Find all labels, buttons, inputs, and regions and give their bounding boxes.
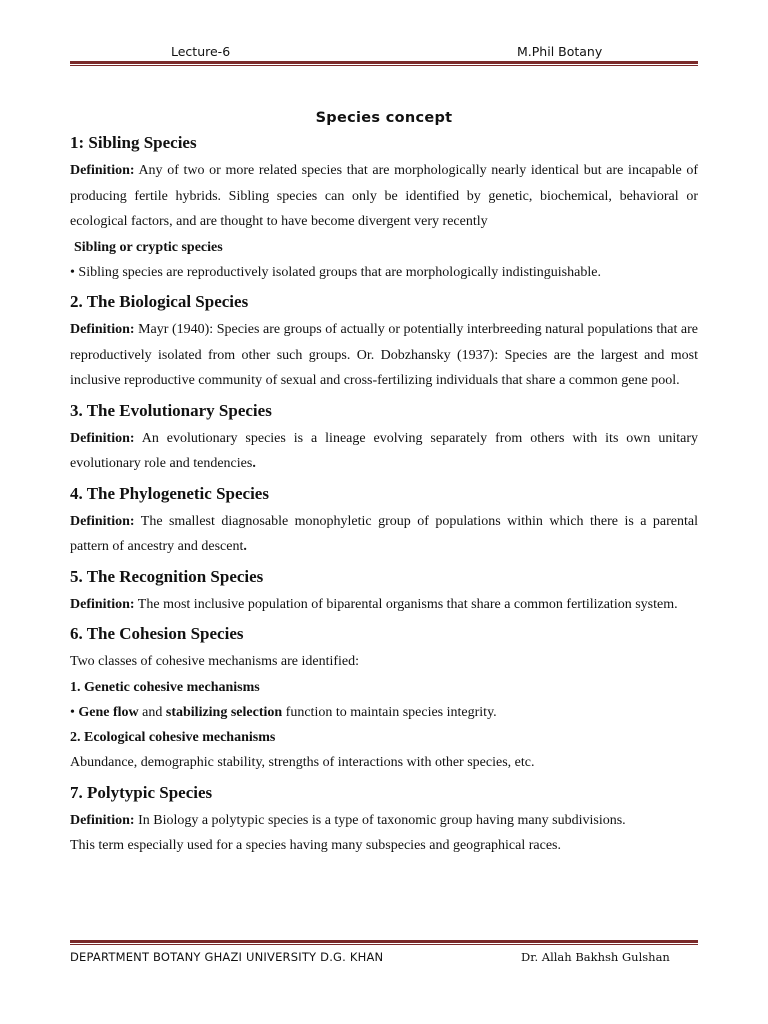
section-heading-biological: 2. The Biological Species — [70, 292, 249, 311]
subheading-genetic: 1. Genetic cohesive mechanisms — [70, 679, 260, 695]
section-heading-sibling: 1: Sibling Species — [70, 133, 197, 152]
section-heading-recognition: 5. The Recognition Species — [70, 566, 264, 586]
definition-polytypic-cont: This term especially used for a species having many subspecies and geographical races. — [70, 838, 561, 853]
footer-author: Dr. Allah Bakhsh Gulshan — [521, 950, 670, 964]
definition-label: Definition: — [70, 430, 135, 446]
definition-phylogenetic: Definition: The smallest diagnosable monophyletic group of populations within which there is a parental pattern of ancestry and descent. — [70, 513, 698, 554]
definition-label: Definition: — [70, 322, 135, 337]
header-lecture: Lecture-6 — [171, 44, 231, 59]
bullet-sibling: • Sibling species are reproductively isolated groups that are morphologically indistinguishable. — [70, 264, 601, 280]
section-heading-polytypic: 7. Polytypic Species — [70, 782, 213, 802]
header-course: M.Phil Botany — [517, 44, 603, 59]
page-header — [0, 42, 768, 62]
definition-polytypic: Definition: In Biology a polytypic species is a type of taxonomic group having many subdivisions. — [70, 812, 626, 828]
subheading-cryptic: Sibling or cryptic species — [74, 239, 223, 255]
page-footer — [70, 950, 698, 966]
definition-evolutionary: Definition: An evolutionary species is a lineage evolving separately from others with its own unitary evolutionary role and tendencies. — [70, 430, 698, 471]
definition-label: Definition: — [70, 812, 135, 828]
document-body — [70, 110, 698, 859]
document-title: Species concept — [315, 110, 453, 126]
section-heading-cohesion: 6. The Cohesion Species — [70, 624, 244, 643]
definition-label: Definition: — [70, 163, 135, 178]
definition-label: Definition: — [70, 596, 135, 612]
bullet-gene-flow: • Gene flow and stabilizing selection function to maintain species integrity. — [70, 704, 497, 720]
definition-biological: Definition: Mayr (1940): Species are groups of actually or potentially interbreeding natural populations that are reproductively isolated from other such groups. Or. Dobzhansky (1937): Species are the largest and most inclusive reproductive community of sexual and cross-fertilizing individuals that share a common gene pool. — [70, 322, 698, 388]
definition-recognition: Definition: The most inclusive population of biparental organisms that share a common fertilization system. — [70, 596, 678, 612]
footer-rule — [70, 940, 698, 945]
section-heading-phylogenetic: 4. The Phylogenetic Species — [70, 483, 269, 503]
header-rule — [70, 61, 698, 66]
ecological-text: Abundance, demographic stability, strengths of interactions with other species, etc. — [70, 755, 535, 770]
section-heading-evolutionary: 3. The Evolutionary Species — [70, 400, 272, 420]
footer-department: DEPARTMENT BOTANY GHAZI UNIVERSITY D.G. KHAN — [70, 950, 384, 964]
definition-sibling: Definition: Any of two or more related species that are morphologically nearly identical but are incapable of producing fertile hybrids. Sibling species can only be identified by genetic, biochemical, behavioral or ecological factors, and are thought to have become divergent very recently — [70, 163, 698, 229]
subheading-ecological: 2. Ecological cohesive mechanisms — [70, 730, 276, 745]
definition-label: Definition: — [70, 513, 135, 529]
cohesion-intro: Two classes of cohesive mechanisms are identified: — [70, 654, 360, 669]
